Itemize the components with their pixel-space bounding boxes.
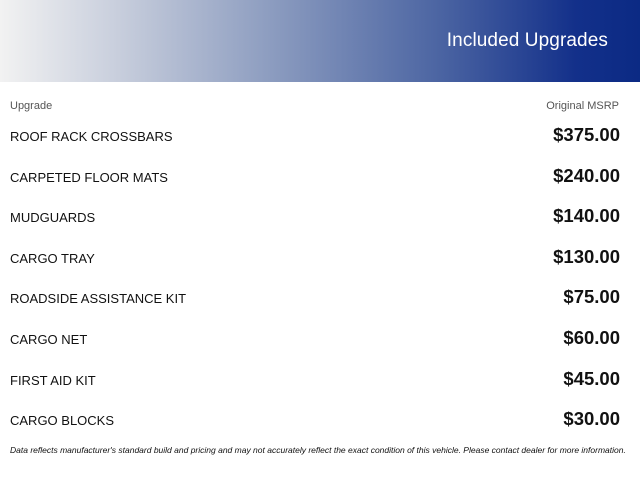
disclaimer-text: Data reflects manufacturer's standard build and pricing and may not accurately reflect the exact condition of this vehicle. Please contact dealer for more information. <box>10 445 626 455</box>
upgrade-price: $240.00 <box>553 164 620 186</box>
upgrade-name: CARGO NET <box>10 331 88 347</box>
list-item <box>0 156 640 197</box>
upgrade-name: MUDGUARDS <box>10 210 96 226</box>
upgrade-name: CARGO BLOCKS <box>10 413 115 429</box>
upgrade-price: $45.00 <box>563 367 620 389</box>
list-item <box>0 115 640 156</box>
list-item <box>0 237 640 278</box>
list-item <box>0 399 640 440</box>
list-item <box>0 196 640 237</box>
upgrade-name: CARPETED FLOOR MATS <box>10 169 168 185</box>
list-item <box>0 277 640 318</box>
list-item <box>0 318 640 359</box>
upgrade-price: $60.00 <box>563 326 620 348</box>
upgrade-price: $130.00 <box>553 245 620 267</box>
upgrade-price: $30.00 <box>563 408 620 430</box>
column-header-upgrade: Upgrade <box>10 100 53 112</box>
upgrade-name: CARGO TRAY <box>10 250 95 266</box>
upgrade-price: $375.00 <box>553 124 620 145</box>
upgrade-name: ROADSIDE ASSISTANCE KIT <box>10 291 187 307</box>
upgrade-price: $140.00 <box>553 205 620 227</box>
column-header-msrp: Original MSRP <box>546 100 619 112</box>
list-item <box>0 359 640 400</box>
upgrade-price: $75.00 <box>563 286 620 308</box>
page-title: Included Upgrades <box>446 30 608 51</box>
header-banner <box>0 0 640 82</box>
upgrade-name: ROOF RACK CROSSBARS <box>10 129 173 144</box>
upgrade-name: FIRST AID KIT <box>10 372 96 388</box>
upgrade-list <box>0 115 640 440</box>
